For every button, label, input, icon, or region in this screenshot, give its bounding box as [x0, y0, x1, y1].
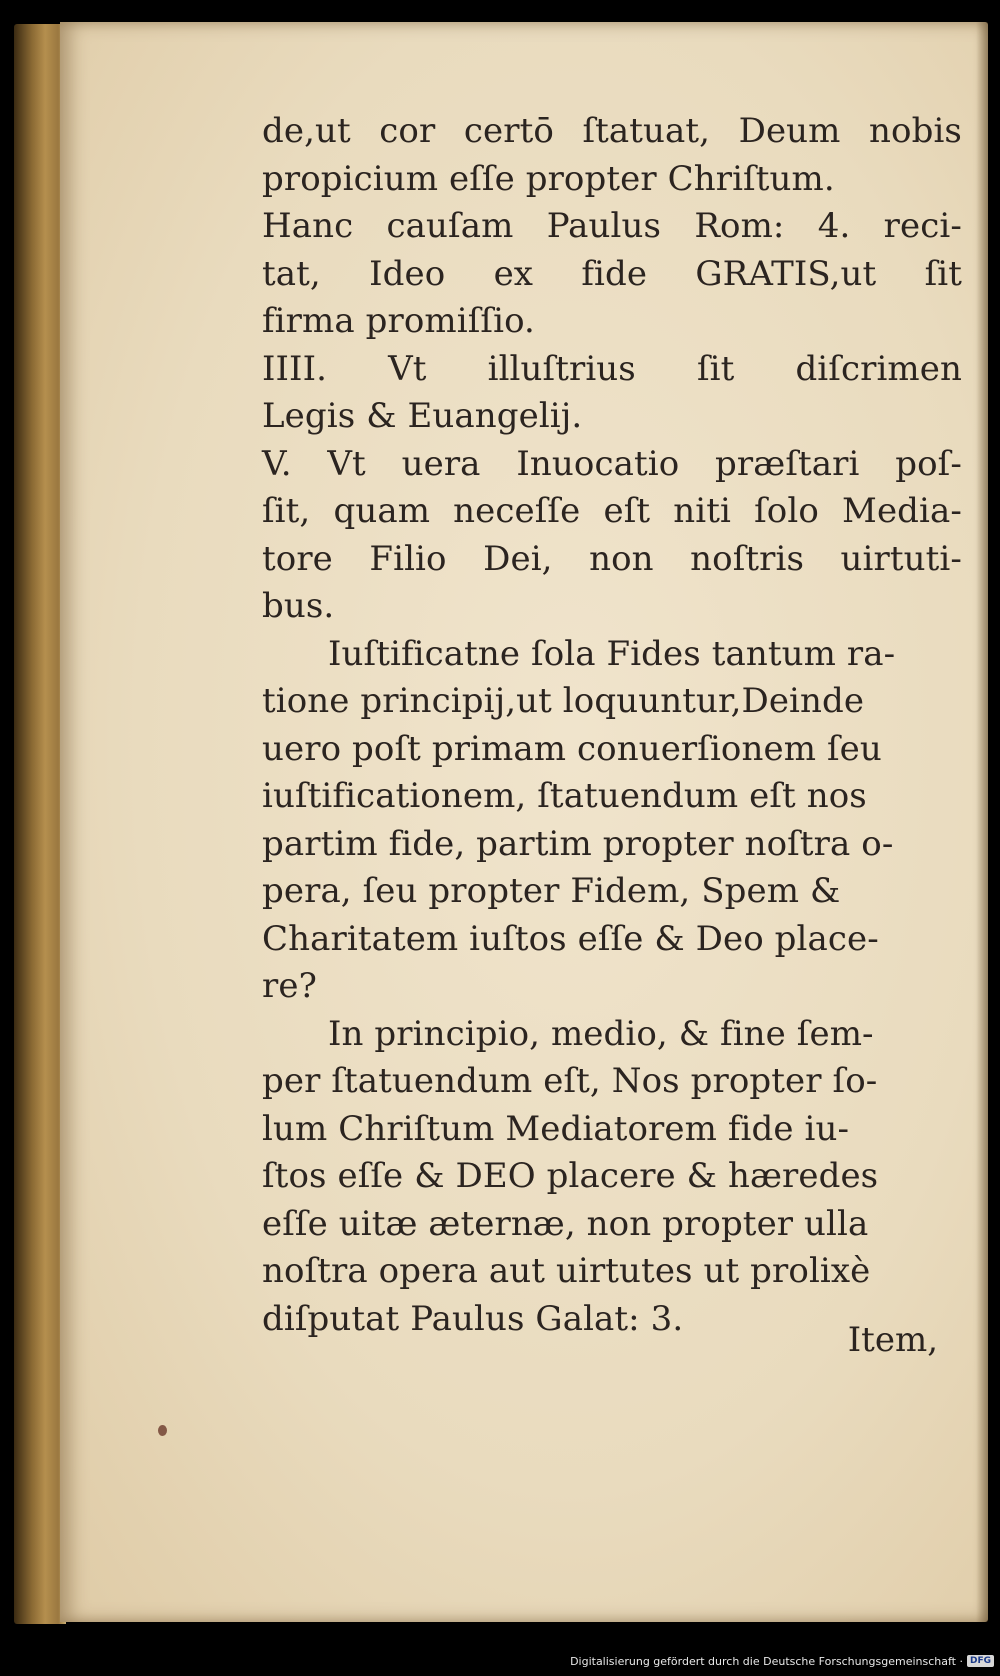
text-line: propicium eſſe propter Chriſtum.: [262, 158, 835, 199]
text-line: bus.: [262, 586, 335, 626]
text-line: IIII. Vt illuſtrius ſit diſcrimen: [262, 348, 962, 389]
text-line: V. Vt uera Inuocatio præſtari poſ-: [262, 443, 962, 484]
digitization-footer: [570, 1650, 994, 1672]
text-line: Hanc cauſam Paulus Rom: 4. reci-: [262, 206, 962, 246]
text-line: eſſe uitæ æternæ, non propter ulla: [262, 1203, 869, 1244]
text-line: diſputat Paulus Galat: 3.: [262, 1298, 684, 1339]
catchword: Item,: [847, 1320, 938, 1360]
text-line: tore Filio Dei, non noſtris uirtuti-: [262, 538, 962, 579]
text-line: partim fide, partim propter noſtra o-: [262, 823, 894, 864]
text-line: Legis & Euangelij.: [262, 396, 583, 436]
text-line: noſtra opera aut uirtutes ut prolixè: [262, 1251, 871, 1291]
book-page-edges: [14, 24, 66, 1624]
text-line: iuſtificationem, ſtatuendum eſt nos: [262, 776, 867, 816]
text-line: tione principij,ut loquuntur,Deinde: [262, 681, 865, 721]
page-text: [262, 108, 962, 1343]
ink-stain: [158, 1425, 167, 1436]
footer-credit: Digitalisierung gefördert durch die Deutsche Forschungsgemeinschaft ·: [570, 1654, 963, 1668]
page-gutter-shadow: [976, 22, 988, 1622]
text-line: ſit, quam neceſſe eſt niti ſolo Media-: [262, 491, 962, 531]
text-line: tat, Ideo ex fide GRATIS,ut ſit: [262, 253, 962, 294]
text-line: firma promiſſio.: [262, 301, 535, 341]
text-line: In principio, medio, & fine ſem-: [328, 1013, 874, 1054]
text-line: Charitatem iuſtos eſſe & Deo place-: [262, 918, 879, 959]
text-line: re?: [262, 966, 317, 1006]
text-line: lum Chriſtum Mediatorem fide iu-: [262, 1108, 850, 1149]
text-line: per ſtatuendum eſt, Nos propter ſo-: [262, 1061, 878, 1101]
text-line: uero poſt primam conuerſionem ſeu: [262, 728, 882, 769]
dfg-logo: DFG: [967, 1655, 994, 1667]
text-line: Iuſtificatne ſola Fides tantum ra-: [328, 633, 896, 674]
text-line: ſtos eſſe & DEO placere & hæredes: [262, 1156, 879, 1196]
text-line: de,ut cor certō ſtatuat, Deum nobis: [262, 111, 962, 151]
text-line: pera, ſeu propter Fidem, Spem &: [262, 871, 841, 911]
